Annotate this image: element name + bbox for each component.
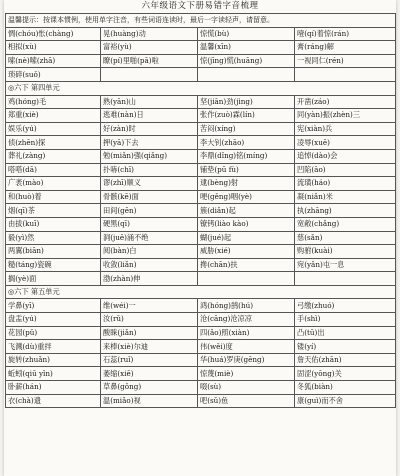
- table-cell: 温(miǎo)视: [101, 394, 198, 408]
- table-cell: 宽敞(chǎng): [295, 217, 396, 231]
- table-cell: 旋转(zhuǎn): [6, 353, 101, 367]
- table-cell: 花园(pǔ): [6, 326, 101, 340]
- table-row: [6, 109, 396, 123]
- table-row: [6, 353, 396, 367]
- table-cell: 汝(rǔ): [101, 313, 198, 327]
- table-cell: 弓缴(zhuó): [295, 299, 396, 313]
- note-row: [6, 14, 396, 28]
- table-cell: 冬狐(biàn): [295, 381, 396, 395]
- table-row: [6, 41, 396, 55]
- table-cell: 啜(sù): [198, 381, 295, 395]
- section-heading: ◎六下 第五单元: [6, 285, 396, 299]
- table-cell: 衣(chà)遗: [6, 394, 101, 408]
- table-cell: 葬礼(zàng): [6, 149, 101, 163]
- table-row: [6, 68, 396, 82]
- table-cell: 萎缩(xiē): [101, 367, 198, 381]
- table-cell: 搀(chān)扶: [198, 258, 295, 272]
- table-row: [6, 340, 396, 354]
- table-cell: 吧(sǔ)鱼: [198, 394, 295, 408]
- table-cell: 渤(zhàn)伸: [101, 272, 198, 286]
- table-row: [6, 27, 396, 41]
- table-cell: 石蕊(ruǐ): [101, 353, 198, 367]
- table-cell: 执(zhāng): [295, 204, 396, 218]
- table-row: [6, 136, 396, 150]
- table-row: [6, 177, 396, 191]
- table-cell: 同(yàn)振(zhèn)三: [295, 109, 396, 123]
- table-cell: 噎(qí)着惊(rán): [295, 27, 396, 41]
- table-cell: [198, 272, 295, 286]
- table-row: [6, 163, 396, 177]
- table-cell: 瞭(pí)里啪(pā)啦: [101, 54, 198, 68]
- table-cell: 搁(yè)面: [6, 272, 101, 286]
- table-cell: 富裕(yù): [101, 41, 198, 55]
- note-text: 温馨提示：按课本惯例，使用单字注音，有些词语连读时，最后一字读轻声，请留意。: [6, 14, 396, 28]
- table-cell: 草鼻(gǒng): [101, 381, 198, 395]
- table-cell: 鸿(hóng)鹄(hú): [198, 299, 295, 313]
- table-cell: 田间(gēn): [101, 204, 198, 218]
- table-cell: 嗒嗒(dā): [6, 163, 101, 177]
- table-cell: 维(wéi)一: [101, 299, 198, 313]
- table-cell: 由拔(kuī): [6, 217, 101, 231]
- table-cell: 相拟(xù): [6, 41, 101, 55]
- section-heading-row: [6, 81, 396, 95]
- table-cell: 镂(yí): [295, 340, 396, 354]
- table-cell: 开凿(záo): [295, 95, 396, 109]
- table-row: [6, 95, 396, 109]
- table-cell: 飞溅(dù)重拌: [6, 340, 101, 354]
- table-cell: 逃难(nàn)日: [101, 109, 198, 123]
- table-cell: 一视同仁(rén): [295, 54, 396, 68]
- table-row: [6, 122, 396, 136]
- table-cell: 温馨(xīn): [198, 41, 295, 55]
- table-cell: 凹陷(āo): [295, 163, 396, 177]
- document-page: [4, 0, 396, 476]
- page-title: 六年级语文下册易错字音梳理: [141, 1, 259, 11]
- table-cell: 镣铐(liào kào): [198, 217, 295, 231]
- table-cell: 手(shì): [295, 313, 396, 327]
- section-heading: ◎六下 第四单元: [6, 81, 396, 95]
- table-row: [6, 231, 396, 245]
- table-cell: 糙(táng)瓷碗: [6, 258, 101, 272]
- table-cell: 伟(wěi)度: [198, 340, 295, 354]
- table-cell: 蝴(jué)起: [198, 231, 295, 245]
- table-cell: 熟(yān)山: [101, 95, 198, 109]
- table-cell: 广袤(mào): [6, 177, 101, 191]
- table-cell: 凌辱(xuē): [295, 136, 396, 150]
- table-cell: 铺垫(pū fù): [198, 163, 295, 177]
- table-cell: 惊蔑(miè): [198, 367, 295, 381]
- table-cell: 逮(bèng)射: [198, 177, 295, 191]
- table-cell: 四(ǎo)照(xiàn): [198, 326, 295, 340]
- table-cell: [198, 68, 295, 82]
- table-cell: 谬(zhī)顺义: [101, 177, 198, 191]
- table-cell: 哽(gěng)咽(yè): [198, 190, 295, 204]
- table-cell: 盘盂(yú): [6, 313, 101, 327]
- table-cell: 华(huá)罗庚(gēng): [198, 353, 295, 367]
- table-row: [6, 326, 396, 340]
- table-cell: 来棒(xiè)尔迪: [101, 340, 198, 354]
- table-row: [6, 54, 396, 68]
- table-cell: 酸睐(jiǎn): [101, 326, 198, 340]
- table-cell: 膏(ráng)解: [295, 41, 396, 55]
- table-cell: 侦(zhēn)探: [6, 136, 101, 150]
- table-cell: 洞(juě)涌不绝: [101, 231, 198, 245]
- table-row: [6, 245, 396, 259]
- table-row: [6, 217, 396, 231]
- table-cell: 和(huò)着: [6, 190, 101, 204]
- table-row: [6, 313, 396, 327]
- table-cell: 学鼻(yī): [6, 299, 101, 313]
- table-cell: 张作(zuò)霖(lín): [198, 109, 295, 123]
- table-row: [6, 204, 396, 218]
- table-cell: 惊(jīng)慌(huāng): [198, 54, 295, 68]
- table-cell: 凸(tū)出: [295, 326, 396, 340]
- table-cell: 好(zàn)时: [101, 122, 198, 136]
- table-cell: 慈(sǎn): [295, 231, 396, 245]
- table-row: [6, 394, 396, 408]
- table-cell: 沧(cāng)沧凉凉: [198, 313, 295, 327]
- table-cell: 阅(bàn)白: [101, 245, 198, 259]
- table-cell: 李鼎(dǐng)铭(míng): [198, 149, 295, 163]
- table-cell: 毅(yì)然: [6, 231, 101, 245]
- table-cell: 宛(yǎn)屯一息: [295, 258, 396, 272]
- table-cell: [101, 68, 198, 82]
- table-cell: 收敛(liǎn): [101, 258, 198, 272]
- table-cell: 流璜(háo): [295, 177, 396, 191]
- table-cell: [295, 272, 396, 286]
- table-row: [6, 258, 396, 272]
- table-cell: 李大钊(zhāo): [198, 136, 295, 150]
- table-cell: 苦闷(xíng): [198, 122, 295, 136]
- table-cell: [295, 68, 396, 82]
- table-cell: 蚯蚓(qiū yǐn): [6, 367, 101, 381]
- table-cell: 鸡(hóng)毛: [6, 95, 101, 109]
- table-cell: 坚(jiān)劲(jìng): [198, 95, 295, 109]
- table-cell: 勉(miǎn)强(qiǎng): [101, 149, 198, 163]
- pronunciation-table: [5, 13, 396, 408]
- table-cell: 扑哧(chī): [101, 163, 198, 177]
- table-cell: 嗦(nè)嗦(zhā): [6, 54, 101, 68]
- table-row: [6, 190, 396, 204]
- table-row: [6, 299, 396, 313]
- table-cell: 凝(niǎn)米: [295, 190, 396, 204]
- table-cell: 宪(xiàn)兵: [295, 122, 396, 136]
- table-cell: 威胁(xié): [198, 245, 295, 259]
- table-cell: 晃(huàng)动: [101, 27, 198, 41]
- table-cell: 琐碎(suǒ): [6, 68, 101, 82]
- table-cell: 康(guì)而不舍: [295, 394, 396, 408]
- table-body: [6, 14, 396, 408]
- table-row: [6, 381, 396, 395]
- table-cell: 固涩(yōng)关: [295, 367, 396, 381]
- table-cell: 詹天佑(zhān): [295, 353, 396, 367]
- table-cell: 簇(diǎn)起: [198, 204, 295, 218]
- table-cell: 两翼(biān): [6, 245, 101, 259]
- table-cell: 骨骸(kē)面: [101, 190, 198, 204]
- table-row: [6, 272, 396, 286]
- table-cell: 惆(chóu)怅(chàng): [6, 27, 101, 41]
- section-heading-row: [6, 285, 396, 299]
- table-cell: 押(yā)下去: [101, 136, 198, 150]
- table-cell: 娱乐(yú): [6, 122, 101, 136]
- table-cell: 烟(qī)茶: [6, 204, 101, 218]
- table-cell: 郑重(xiè): [6, 109, 101, 123]
- table-cell: 追悼(dào)会: [295, 149, 396, 163]
- table-cell: 惊慌(bù): [198, 27, 295, 41]
- table-cell: 硬黑(qī): [101, 217, 198, 231]
- table-row: [6, 367, 396, 381]
- table-cell: 卧薪(hán): [6, 381, 101, 395]
- table-cell: 购驸(kuài): [295, 245, 396, 259]
- table-row: [6, 149, 396, 163]
